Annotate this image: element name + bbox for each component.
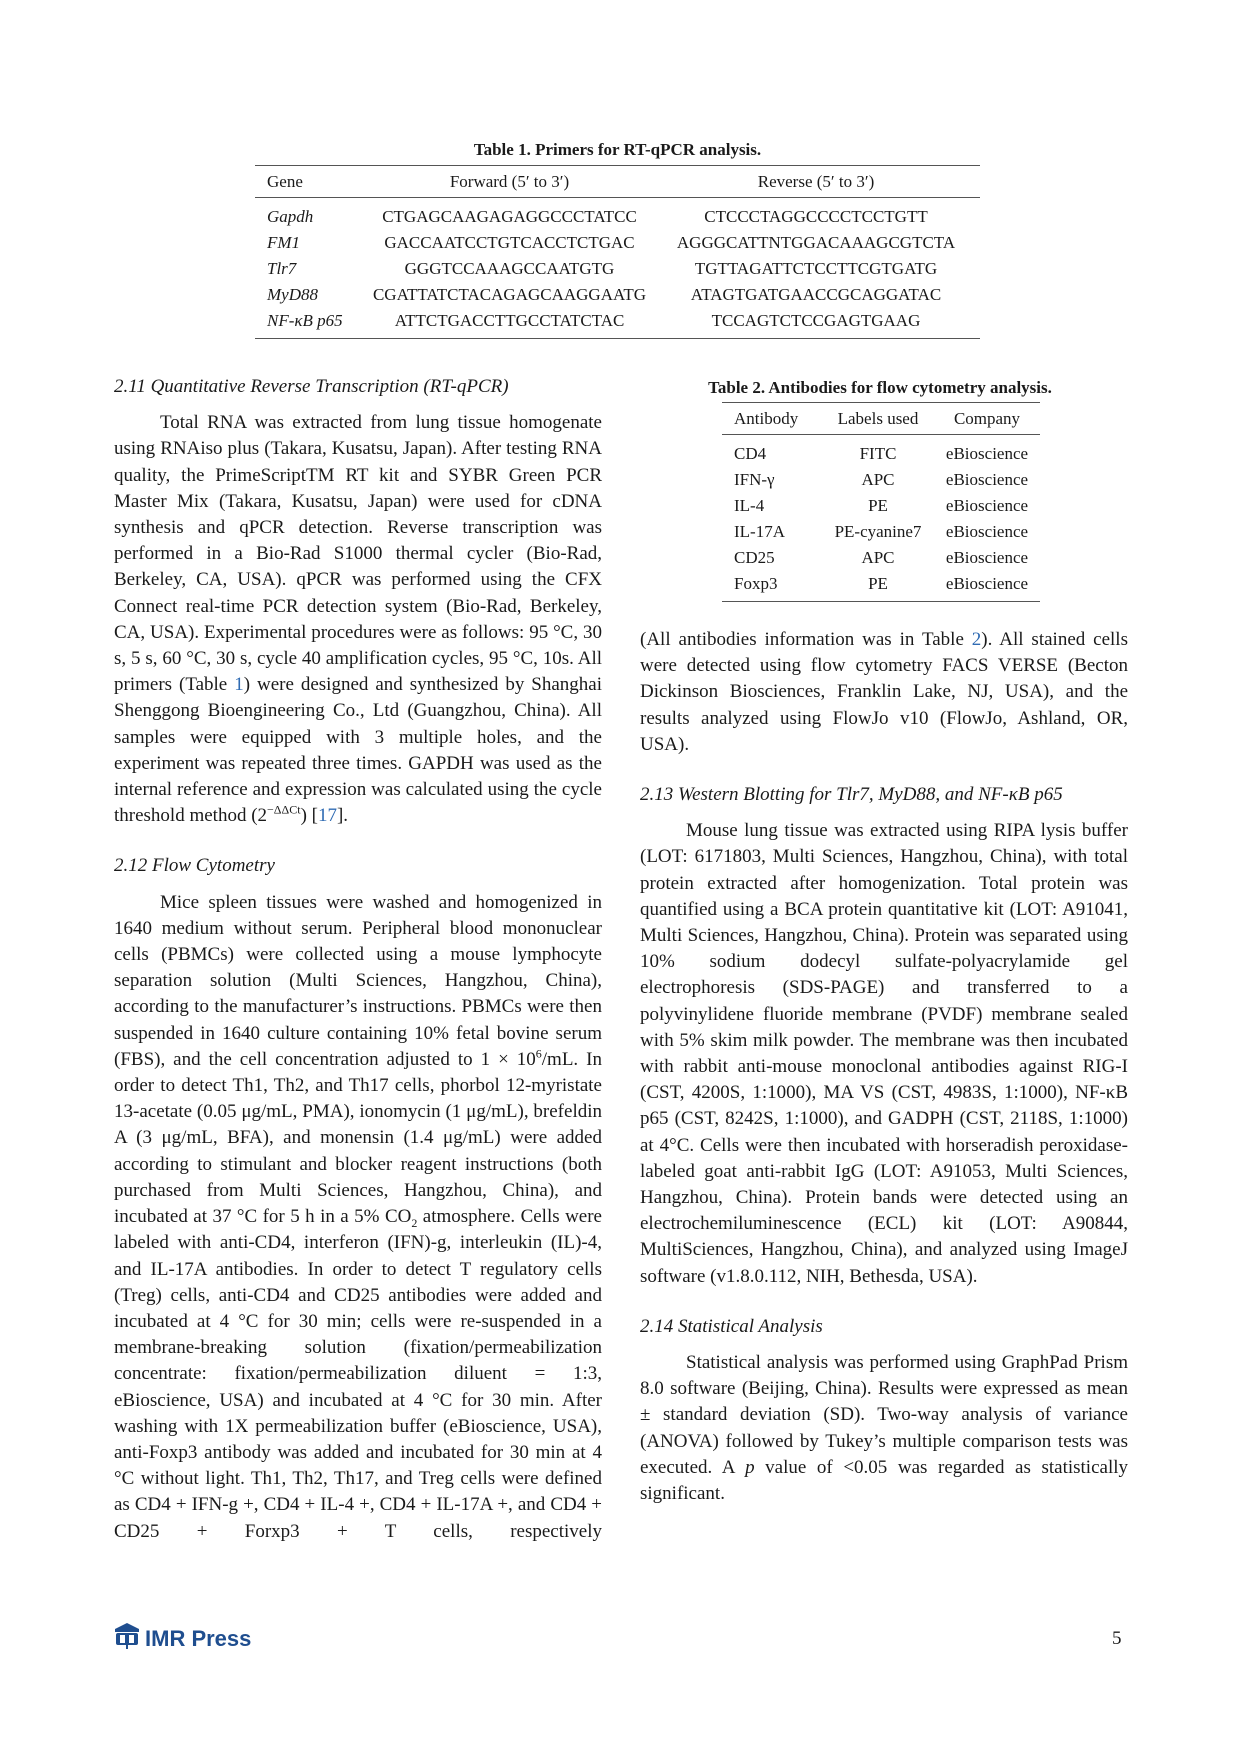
antibody-name: Foxp3 bbox=[734, 574, 778, 593]
reverse-primer: TGTTAGATTCTCCTTCGTGATG bbox=[694, 259, 938, 278]
table2-header-labels: Labels used bbox=[837, 408, 919, 428]
label-used: APC bbox=[861, 470, 895, 489]
company: eBioscience bbox=[945, 548, 1029, 567]
section-heading-2-14: 2.14 Statistical Analysis bbox=[640, 1315, 823, 1337]
table-2-link[interactable]: 2 bbox=[971, 629, 982, 650]
section-heading-2-11: 2.11 Quantitative Reverse Transcription (RT-qPCR) bbox=[114, 376, 509, 397]
section-2-12-continued: (All antibodies information was in Table 2). All stained cells were detected using flow cytometry FACS VERSE (Becton Dickinson Biosciences, Franklin Lake, NJ, USA), and the results analyzed using FlowJo v10 (FlowJo, Ashland, OR, USA). bbox=[640, 629, 1128, 755]
publisher-logo bbox=[114, 1622, 251, 1656]
forward-primer: CGATTATCTACAGAGCAAGGAATG bbox=[372, 285, 647, 304]
table1-header-gene: Gene bbox=[267, 171, 303, 191]
table-row bbox=[722, 571, 1040, 602]
left-column bbox=[114, 374, 602, 1545]
table-1-link[interactable]: 1 bbox=[234, 674, 244, 696]
right-column bbox=[640, 627, 1128, 1507]
company: eBioscience bbox=[945, 470, 1029, 489]
table2-header-antibody: Antibody bbox=[734, 408, 799, 428]
citation-17-link[interactable]: 17 bbox=[317, 805, 337, 827]
antibody-name: CD25 bbox=[734, 548, 775, 567]
label-used: APC bbox=[861, 548, 895, 567]
table-row bbox=[722, 467, 1040, 493]
table1 bbox=[255, 165, 980, 339]
company: eBioscience bbox=[945, 496, 1029, 515]
reverse-primer: AGGGCATTNTGGACAAAGCGTCTA bbox=[676, 233, 956, 252]
table-row bbox=[722, 519, 1040, 545]
section-heading-2-12: 2.12 Flow Cytometry bbox=[114, 855, 275, 877]
gene-name: Gapdh bbox=[267, 207, 314, 226]
page-number: 5 bbox=[1112, 1628, 1122, 1649]
company: eBioscience bbox=[945, 444, 1029, 463]
company: eBioscience bbox=[945, 522, 1029, 541]
company: eBioscience bbox=[945, 574, 1029, 593]
gene-name: NF-κB p65 bbox=[267, 311, 343, 330]
table-row bbox=[722, 493, 1040, 519]
forward-primer: GGGTCCAAAGCCAATGTG bbox=[404, 259, 615, 278]
imr-press-emblem-icon bbox=[114, 1622, 140, 1656]
table-row bbox=[255, 308, 980, 339]
section-2-11-body: Total RNA was extracted from lung tissue homogenate using RNAiso plus (Takara, Kusatsu, Japan). After testing RNA quality, the PrimeScriptTM RT kit and SYBR Green PCR Master Mix (Takara, Kusatsu, Japan) were used for cDNA synthesis and qPCR detection. Reverse transcription was performed in a Bio-Rad S1000 thermal cycler (Bio-Rad, Berkeley, CA, USA). qPCR was performed using the CFX Connect real-time PCR detection system (Bio-Rad, Berkeley, CA, USA). Experimental procedures were as follows: 95 °C, 30 s, 5 s, 60 °C, 30 s, cycle 40 amplification cycles, 95 °C, 10s. All primers (Table 1) were designed and synthesized by Shanghai Shenggong Bioengineering Co., Ltd (Guangzhou, China). All samples were equipped with 3 multiple holes, and the experiment was repeated three times. GAPDH was used as the internal reference and expression was calculated using the cycle threshold method $(2^{-\Delta\Delta Ct})$ [17]. bbox=[114, 412, 602, 827]
table2-header-company: Company bbox=[953, 408, 1021, 428]
table1-header-forward: Forward (5′ to 3′) bbox=[449, 171, 570, 191]
table2-header-row bbox=[722, 403, 1040, 435]
antibody-name: CD4 bbox=[734, 444, 767, 463]
antibody-name: IL-4 bbox=[734, 496, 765, 515]
table-row bbox=[722, 545, 1040, 571]
table-row bbox=[255, 256, 980, 282]
table-row bbox=[722, 435, 1040, 468]
gene-name: MyD88 bbox=[267, 285, 318, 304]
section-2-12-body: Mice spleen tissues were washed and homogenized in 1640 medium without serum. Peripheral blood mononuclear cells (PBMCs) were collected using a mouse lymphocyte separation solution (Multi Sciences, Hangzhou, China), according to the manufacturer’s instructions. PBMCs were then suspended in 1640 culture containing 10% fetal bovine serum (FBS), and the cell concentration adjusted to $1 \times 10^6/mL$. In order to detect Th1, Th2, and Th17 cells, phorbol 12-myristate 13-acetate (0.05 μg/mL, PMA), ionomycin (1 μg/mL), brefeldin A (3 μg/mL, BFA), and monensin (1.4 μg/mL) were added according to stimulant and blocker reagent instructions (both purchased from Multi Sciences, Hangzhou, China), and incubated at 37 °C for 5 h in a 5% $CO_2$ atmosphere. Cells were labeled with anti-CD4, interferon (IFN)-g, interleukin (IL)-4, and IL-17A antibodies. In order to detect T regulatory cells (Treg) cells, anti-CD4 and CD25 antibodies were added and incubated at 4 °C for 30 min; cells were re-suspended in a membrane-breaking solution (fixation/permeabilization concentrate: fixation/permeabilization diluent = 1:3, eBioscience, USA) and incubated at 4 °C for 30 min. After washing with 1X permeabilization buffer (eBioscience, USA), anti-Foxp3 antibody was added and incubated for 30 min at 4 °C without light. Th1, Th2, Th17, and Treg cells were defined as CD4 + IFN-g +, CD4 + IL-4 +, CD4 + IL-17A +, and CD4 + CD25 + Forxp3 + T cells, respectively bbox=[114, 891, 602, 1542]
section-2-13-body: Mouse lung tissue was extracted using RIPA lysis buffer (LOT: 6171803, Multi Sciences, Hangzhou, China), with total protein extracted after homogenization. Total protein was quantified using a BCA protein quantitative kit (LOT: A91041, Multi Sciences, Hangzhou, China). Protein was separated using 10% sodium dodecyl sulfate-polyacrylamide gel electrophoresis (SDS-PAGE) and transferred to a polyvinylidene fluoride membrane (PVDF) membrane sealed with 5% skim milk powder. The membrane was then incubated with rabbit anti-mouse monoclonal antibodies against RIG-I (CST, 4200S, 1:1000), MA VS (CST, 4983S, 1:1000), NF-κB p65 (CST, 8242S, 1:1000), and GADPH (CST, 2118S, 1:1000) at 4°C. Cells were then incubated with horseradish peroxidase-labeled goat anti-rabbit IgG (LOT: A91053, Multi Sciences, Hangzhou, China). Protein bands were detected using an electrochemiluminescence (ECL) kit (LOT: A90844, MultiSciences, Hangzhou, China), and analyzed using ImageJ software (v1.8.0.112, NIH, Bethesda, USA). bbox=[640, 820, 1128, 1287]
table1-header-reverse: Reverse (5′ to 3′) bbox=[757, 171, 875, 191]
table2 bbox=[722, 402, 1040, 602]
table1-caption: Table 1. Primers for RT-qPCR analysis. bbox=[473, 140, 762, 159]
publisher-name: IMR Press bbox=[145, 1626, 252, 1651]
gene-name: FM1 bbox=[267, 233, 301, 252]
forward-primer: CTGAGCAAGAGAGGCCCTATCC bbox=[382, 207, 637, 226]
label-used: FITC bbox=[859, 444, 897, 463]
table-row bbox=[255, 282, 980, 308]
section-heading-2-13: 2.13 Western Blotting for Tlr7, MyD88, and NF-κB p65 bbox=[640, 784, 1063, 806]
table-row bbox=[255, 230, 980, 256]
table1-header-row bbox=[255, 166, 980, 198]
antibody-name: IFN-γ bbox=[734, 470, 775, 489]
reverse-primer: TCCAGTCTCCGAGTGAAG bbox=[711, 311, 921, 330]
reverse-primer: ATAGTGATGAACCGCAGGATAC bbox=[690, 285, 942, 304]
table2-caption: Table 2. Antibodies for flow cytometry analysis. bbox=[708, 378, 1052, 397]
gene-name: Tlr7 bbox=[267, 259, 297, 278]
reverse-primer: CTCCCTAGGCCCCTCCTGTT bbox=[704, 207, 928, 226]
antibody-name: IL-17A bbox=[734, 522, 785, 541]
table-row bbox=[255, 198, 980, 231]
section-2-14-body: Statistical analysis was performed using GraphPad Prism 8.0 software (Beijing, China). Results were expressed as mean ± standard deviation (SD). Two-way analysis of variance (ANOVA) followed by Tukey’s multiple comparison tests was executed. A p value of <0.05 was regarded as statistically significant. bbox=[640, 1352, 1129, 1505]
label-used: PE bbox=[868, 574, 888, 593]
forward-primer: ATTCTGACCTTGCCTATCTAC bbox=[394, 311, 625, 330]
forward-primer: GACCAATCCTGTCACCTCTGAC bbox=[384, 233, 635, 252]
label-used: PE-cyanine7 bbox=[834, 522, 922, 541]
label-used: PE bbox=[868, 496, 888, 515]
